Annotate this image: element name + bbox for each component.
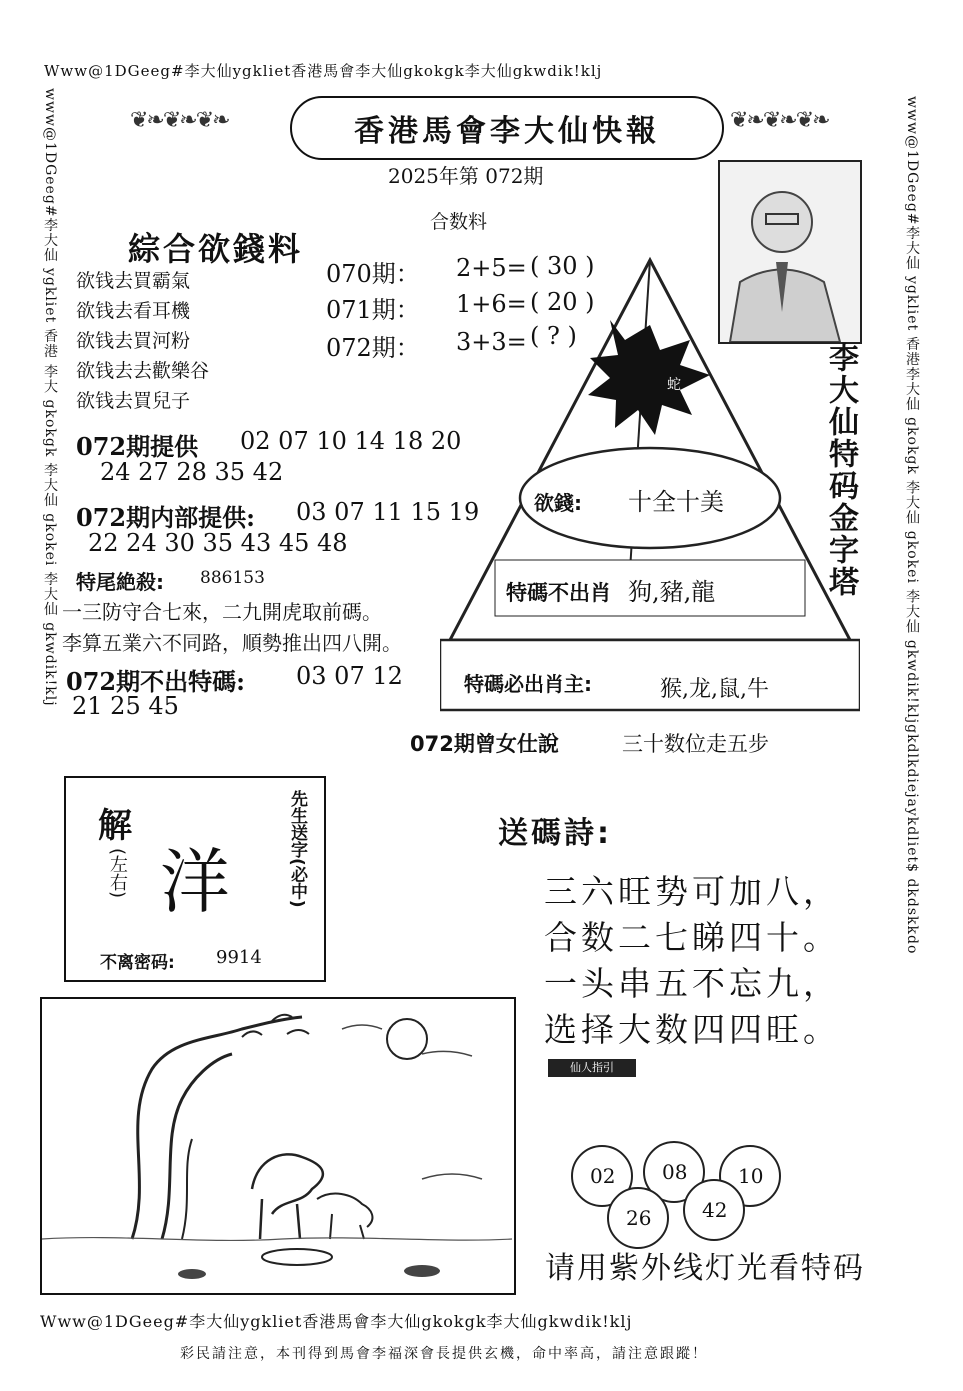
- uv-note: 请用紫外线灯光看特码: [545, 1251, 865, 1286]
- poem-line: 选择大数四四旺。: [544, 1010, 840, 1049]
- provide-line1: 02 07 10 14 18 20: [240, 427, 462, 455]
- right-vine-ornament: ❦❧❦❧❦❧: [730, 108, 829, 133]
- not-out-line2: 21 25 45: [72, 692, 179, 720]
- heshu-result: ( ? ): [530, 322, 577, 350]
- zonghe-item: 欲钱去買兒子: [76, 390, 191, 412]
- poem-line: 三六旺势可加八，: [544, 872, 840, 911]
- zeng-label: 072期曾女仕說: [410, 732, 559, 756]
- heshu-title: 合数料: [430, 211, 488, 233]
- internal-label: 072期内部提供:: [76, 503, 255, 532]
- heshu-result: ( 20 ): [530, 288, 595, 316]
- bottom-watermark: Www@1DGeeg#李大仙ygkliet香港馬會李大仙gkokgk李大仙gkwdik!klj: [40, 1312, 633, 1331]
- footer-note: 彩民請注意，本刊得到馬會李福深會長提供玄機，命中率高，請注意跟蹤！: [180, 1346, 708, 1362]
- heshu-result: ( 30 ): [530, 252, 595, 280]
- heshu-period: 071期：: [326, 296, 420, 324]
- top-watermark: Www@1DGeeg#李大仙ygkliet香港馬會李大仙gkokgk李大仙gkwdik!klj: [44, 62, 603, 80]
- heshu-expr: 2+5=: [456, 254, 527, 282]
- pyramid-level1-label: 欲錢:: [534, 491, 582, 515]
- zonghe-list: [76, 266, 209, 416]
- heshu-expr: 3+3=: [456, 328, 527, 356]
- banner-title: 香港馬會李大仙快報: [290, 96, 724, 160]
- zonghe-item: 欲钱去去歡樂谷: [76, 360, 210, 382]
- right-watermark: www@1DGeeg#李大仙 ygkliet 香港李大仙 gkokgk 李大仙 gkokei 李大仙 gkwdik!kljgkdlkdiejaykdliet$ dkdskkdo: [904, 96, 920, 955]
- pyramid-title: 李大仙特码金字塔: [823, 342, 858, 598]
- riddle-sub: (左右): [107, 848, 128, 899]
- number-balls: [568, 1140, 808, 1252]
- verse-line1: 一三防守合七來，二九開虎取前碼。: [62, 600, 382, 624]
- ball-number: 08: [662, 1160, 688, 1184]
- provide-line2: 24 27 28 35 42: [100, 458, 284, 486]
- zonghe-item: 欲钱去買霸氣: [76, 270, 191, 292]
- pyramid-level2-label: 特碼不出肖: [506, 581, 611, 605]
- zonghe-item: 欲钱去買河粉: [76, 330, 191, 352]
- not-out-line1: 03 07 12: [296, 662, 403, 690]
- zonghe-title: 綜合欲錢料: [128, 230, 304, 268]
- not-out-label: 072期不出特碼:: [66, 667, 245, 696]
- poem-title: 送碼詩:: [498, 816, 612, 851]
- tail-kill-value: 886153: [200, 568, 265, 588]
- internal-line1: 03 07 11 15 19: [296, 498, 480, 526]
- star-label: 蛇: [667, 377, 681, 393]
- pyramid-level3-value: 猴,龙,鼠,牛: [660, 677, 769, 702]
- left-watermark: www@1DGeeg#李大仙 ygkliet 香港 李大 gkokgk 李大仙 gkokei 李大仙 gkwdik!klj: [42, 88, 58, 707]
- provide-label: 072期提供: [76, 432, 199, 461]
- pyramid-level1-value: 十全十美: [628, 488, 724, 516]
- ball-number: 26: [626, 1206, 652, 1230]
- tail-kill-label: 特尾絶殺:: [76, 570, 164, 594]
- heshu-expr: 1+6=: [456, 290, 527, 318]
- goat-illustration: [40, 997, 516, 1295]
- riddle-code-label: 不离密码:: [100, 953, 175, 973]
- ball-number: 42: [702, 1198, 728, 1222]
- zonghe-item: 欲钱去看耳機: [76, 300, 191, 322]
- riddle-answer: 洋: [160, 841, 230, 923]
- poem-line: 一头串五不忘九，: [544, 964, 840, 1003]
- ball-number: 02: [590, 1164, 616, 1188]
- riddle-label: 解: [98, 806, 132, 846]
- poem-tag: 仙人指引: [548, 1059, 636, 1077]
- heshu-period: 072期：: [326, 334, 420, 362]
- verse-line2: 李算五業六不同路，順勢推出四八開。: [62, 631, 402, 655]
- ball-number: 10: [738, 1164, 764, 1188]
- moon-icon: [387, 1019, 427, 1059]
- riddle-side: 先生送字(必中): [287, 790, 307, 908]
- zeng-value: 三十数位走五步: [622, 732, 769, 756]
- heshu-period: 070期：: [326, 260, 420, 288]
- issue-label: 2025年第 072期: [388, 164, 544, 188]
- pyramid-level3-label: 特碼必出肖主:: [464, 672, 592, 696]
- poem-line: 合数二七睇四十。: [544, 918, 840, 957]
- left-vine-ornament: ❦❧❦❧❦❧: [130, 108, 229, 133]
- pyramid-level2-value: 狗,豬,龍: [628, 578, 716, 606]
- internal-line2: 22 24 30 35 43 45 48: [88, 529, 348, 557]
- riddle-code: 9914: [216, 947, 262, 968]
